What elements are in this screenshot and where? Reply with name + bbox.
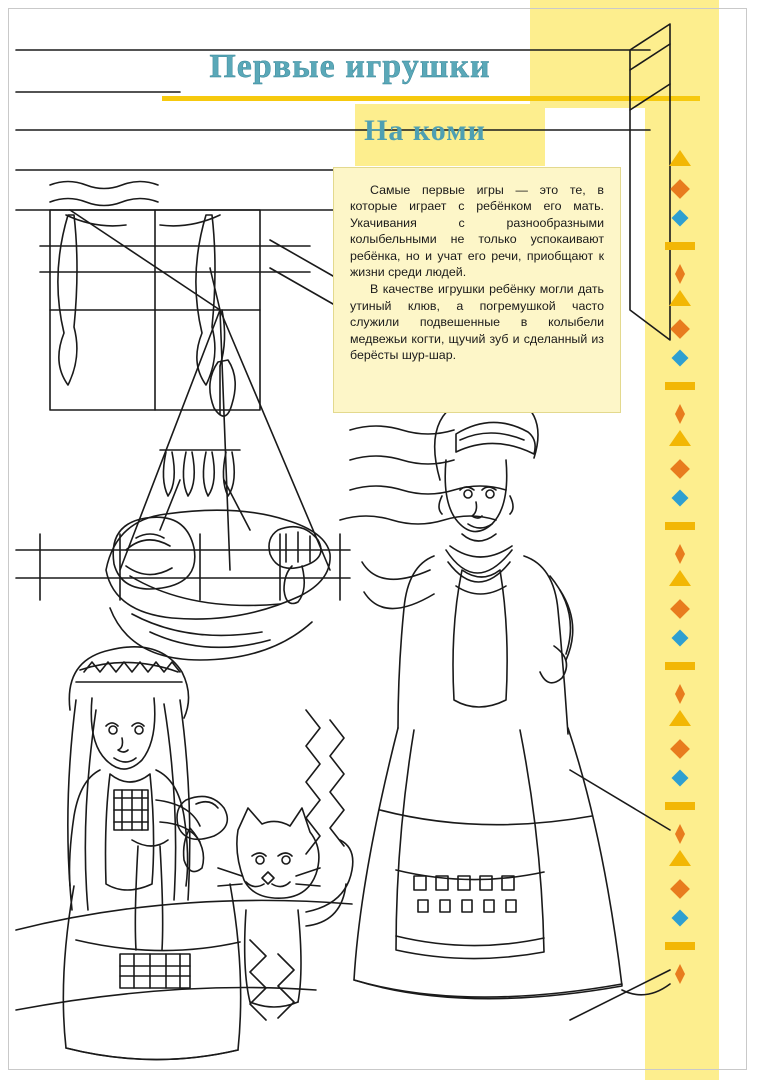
ornament-motif	[657, 570, 703, 596]
ornament-motif	[657, 794, 703, 820]
ornament-motif	[657, 430, 703, 456]
ornament-motif	[657, 458, 703, 484]
ornament-motif	[657, 682, 703, 708]
ornament-motif	[657, 962, 703, 988]
ornament-motif	[657, 766, 703, 792]
ornament-motif	[657, 486, 703, 512]
ornament-motif	[657, 206, 703, 232]
ornament-motif	[657, 934, 703, 960]
ornament-motif	[657, 710, 703, 736]
info-textbox	[333, 167, 621, 413]
ornament-motif	[657, 598, 703, 624]
ornament-motif	[657, 822, 703, 848]
page-title: Первые игрушки	[209, 48, 491, 85]
info-paragraph-1: Самые первые игры — это те, в которые играет с ребёнком его мать. Укачивания с разнообразными колыбельными не только успокаивают ребёнка, но и учат его речи, приобщают к жизни среди людей.	[350, 183, 604, 280]
ornament-motif	[657, 150, 703, 176]
ornament-motif	[657, 850, 703, 876]
ornament-motif	[657, 318, 703, 344]
ornament-motif	[657, 738, 703, 764]
ornament-motif	[657, 906, 703, 932]
ornament-motif	[657, 234, 703, 260]
page-subtitle: На коми	[364, 114, 486, 147]
ornament-motif	[657, 346, 703, 372]
info-paragraph-2: В качестве игрушки ребёнку могли дать утиный клюв, а погремушкой часто служили подвешенные в колыбели медвежьи когти, щучий зуб и сделанный из берёсты шур-шар.	[350, 282, 604, 363]
ornament-motif	[657, 178, 703, 204]
komi-ornament-strip	[657, 150, 703, 990]
ornament-motif	[657, 626, 703, 652]
ornament-motif	[657, 402, 703, 428]
ornament-motif	[657, 374, 703, 400]
ornament-motif	[657, 290, 703, 316]
ornament-motif	[657, 542, 703, 568]
ornament-motif	[657, 878, 703, 904]
ornament-motif	[657, 262, 703, 288]
ornament-motif	[657, 514, 703, 540]
ornament-motif	[657, 654, 703, 680]
